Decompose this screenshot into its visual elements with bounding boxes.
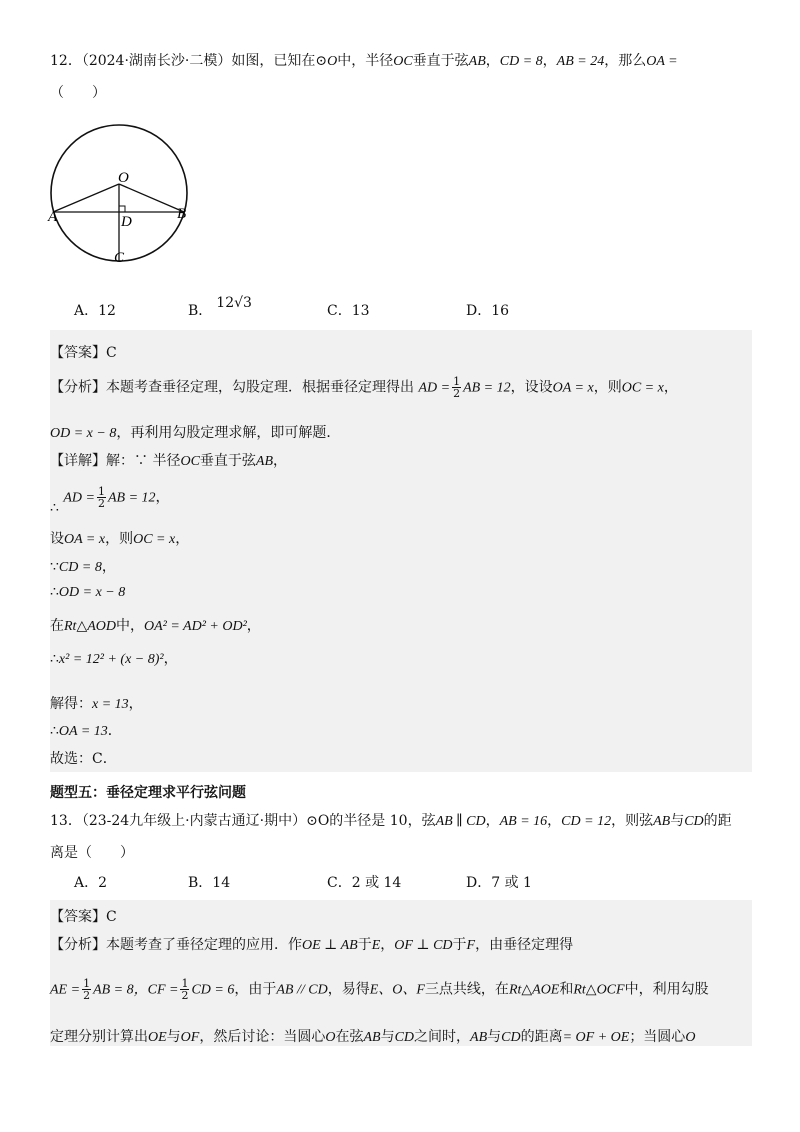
q13-analysis-line3: 定理分别计算出OE与OF，然后讨论：当圆心O在弦AB与CD之间时，AB与CD的距离= OF + OE；当圆心O: [50, 1029, 696, 1045]
q13-option-b[interactable]: B．14: [188, 875, 231, 891]
q13-solution-block: [50, 900, 752, 1046]
q13-answer-line: 【答案】C: [50, 909, 117, 925]
q12-step8: ∴OA = 13．: [50, 723, 122, 739]
fraction-half: $\frac{1}{2}$: [97, 485, 105, 510]
q13-option-c[interactable]: C．2 或 14: [327, 875, 402, 891]
q12-answer-line: 【答案】C: [50, 345, 117, 361]
q12-option-c[interactable]: C．13: [327, 303, 370, 319]
label-d: D: [121, 214, 132, 230]
q13-analysis-line2: AE = $\frac{1}{2}$ AB = 8，CF = $\frac{1}{2}$ CD = 6，由于AB // CD，易得E、O、F三点共线，在Rt△AOE和Rt△OCF中，利用勾股: [50, 977, 709, 1002]
section-title: 题型五：垂径定理求平行弦问题: [50, 785, 246, 801]
q12-step5: 在Rt△AOD中，OA² = AD² + OD²，: [50, 618, 261, 634]
q12-option-a[interactable]: A．12: [74, 303, 116, 319]
q12-option-d[interactable]: D．16: [466, 303, 510, 319]
q12-answer-paren: （ ）: [50, 85, 106, 101]
circle-figure: [40, 122, 210, 272]
q12-stem-line1: 12．（2024·湖南长沙·二模）如图，已知在⊙O中，半径OC垂直于弦AB，CD = 8，AB = 24，那么OA =: [50, 53, 678, 69]
radius-oa: [53, 184, 119, 212]
right-angle-mark: [119, 206, 125, 212]
q12-step9: 故选：C．: [50, 751, 117, 767]
fraction-half: $\frac{1}{2}$: [181, 977, 189, 1002]
fraction-half: $\frac{1}{2}$: [453, 375, 461, 400]
q13-stem-line2: 离是（ ）: [50, 845, 134, 861]
q12-analysis-line2: OD = x − 8，再利用勾股定理求解，即可解题．: [50, 425, 341, 441]
q12-step3: ∵CD = 8，: [50, 559, 116, 575]
q12-step6: ∴x² = 12² + (x − 8)²，: [50, 651, 178, 667]
q12-step2: 设OA = x，则OC = x，: [50, 531, 190, 547]
q12-analysis-line1: 【分析】本题考查垂径定理，勾股定理．根据垂径定理得出 AD = $\frac{1}{2}$ AB = 12，设设OA = x，则OC = x，: [50, 375, 678, 400]
q13-stem-line1: 13．（23-24九年级上·内蒙古通辽·期中）⊙O的半径是 10，弦AB ∥ CD，AB = 16，CD = 12，则弦AB与CD的距: [50, 813, 732, 829]
q12-option-b[interactable]: B． 12√3: [188, 295, 252, 319]
q13-analysis-line1: 【分析】本题考查了垂径定理的应用．作OE ⊥ AB于E，OF ⊥ CD于F，由垂径定理得: [50, 937, 574, 953]
q12-step4: ∴OD = x − 8: [50, 584, 126, 600]
q13-option-a[interactable]: A．2: [74, 875, 108, 891]
q13-option-d[interactable]: D．7 或 1: [466, 875, 532, 891]
label-b: B: [177, 206, 187, 222]
fraction-half: $\frac{1}{2}$: [83, 977, 91, 1002]
radius-ob: [119, 184, 184, 212]
label-c: C: [114, 250, 125, 266]
label-o: O: [118, 170, 129, 186]
q12-step7: 解得：x = 13，: [50, 696, 143, 712]
label-a: A: [48, 209, 58, 225]
q12-detail-line1: 【详解】解：∵ 半径OC垂直于弦AB，: [50, 453, 288, 469]
q12-step1: ∴ AD = $\frac{1}{2}$ AB = 12，: [50, 485, 170, 516]
